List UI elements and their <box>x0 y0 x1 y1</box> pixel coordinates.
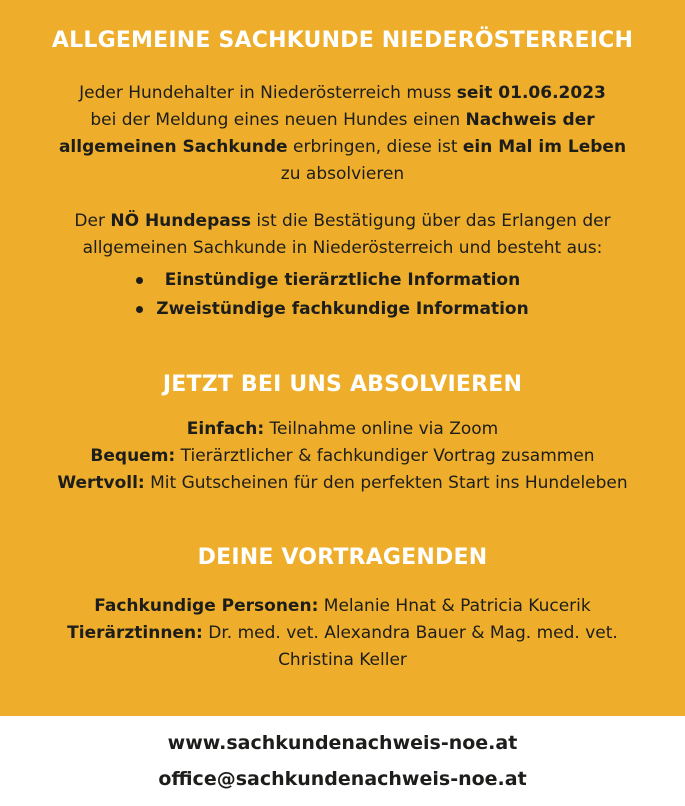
section-title-vortragende: DEINE VORTRAGENDEN <box>197 545 488 570</box>
list-item: Tierärztinnen: Dr. med. vet. Alexandra Bauer & Mag. med. vet. <box>67 623 618 643</box>
absolvieren-list <box>0 416 685 497</box>
list-item: Zweistündige fachkundige Information <box>0 295 685 324</box>
website-link[interactable]: www.sachkundenachweis-noe.at <box>167 732 518 754</box>
section-title-sachkunde: ALLGEMEINE SACHKUNDE NIEDERÖSTERREICH <box>51 28 634 53</box>
contact-footer <box>0 716 685 806</box>
section-title-absolvieren: JETZT BEI UNS ABSOLVIEREN <box>162 372 523 397</box>
list-item: Fachkundige Personen: Melanie Hnat & Patricia Kucerik <box>94 596 591 616</box>
bullet-icon <box>136 306 143 313</box>
hundepass-bullet-list <box>0 266 685 324</box>
vortragende-list <box>0 593 685 674</box>
hundepass-paragraph <box>0 208 685 262</box>
list-item: Wertvoll: Mit Gutscheinen für den perfekten Start ins Hundeleben <box>57 473 628 493</box>
email-link[interactable]: office@sachkundenachweis-noe.at <box>158 768 527 790</box>
intro-line-1: Jeder Hundehalter in Niederösterreich muss seit 01.06.2023 <box>79 83 606 103</box>
list-item: Christina Keller <box>278 650 407 670</box>
list-item: Einfach: Teilnahme online via Zoom <box>186 419 499 439</box>
bullet-icon <box>136 277 143 284</box>
intro-line-4: zu absolvieren <box>280 164 405 184</box>
intro-line-2: bei der Meldung eines neuen Hundes einen Nachweis der <box>90 110 595 130</box>
hundepass-line-1: Der NÖ Hundepass ist die Bestätigung über das Erlangen der <box>74 211 611 231</box>
intro-paragraph <box>0 80 685 188</box>
list-item: Bequem: Tierärztlicher & fachkundiger Vortrag zusammen <box>90 446 595 466</box>
hundepass-line-2: allgemeinen Sachkunde in Niederösterreich und besteht aus: <box>82 238 603 258</box>
list-item: Einstündige tierärztliche Information <box>0 266 685 295</box>
intro-line-3: allgemeinen Sachkunde erbringen, diese ist ein Mal im Leben <box>58 137 627 157</box>
